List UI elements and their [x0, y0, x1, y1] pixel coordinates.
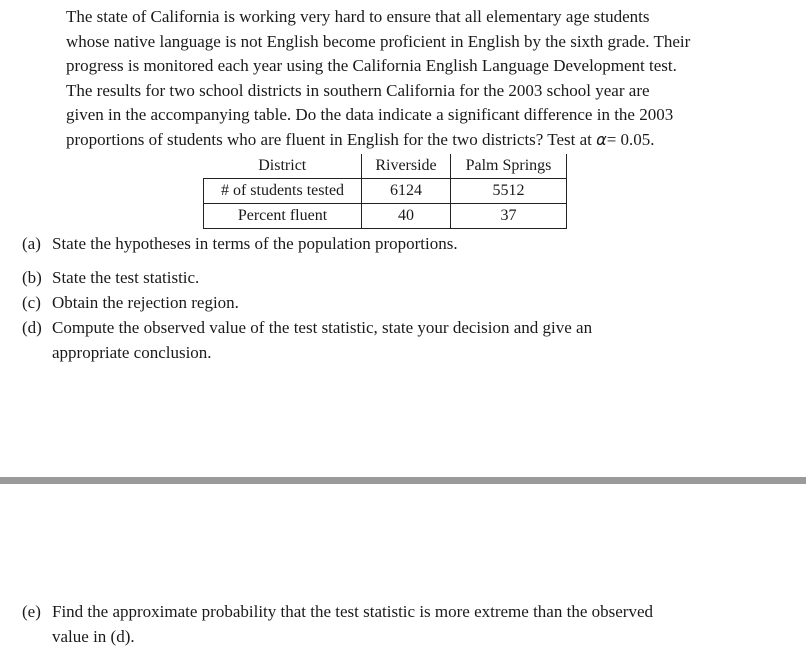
question-c [22, 290, 239, 315]
table-cell: 37 [451, 204, 567, 229]
table-header-cell: District [204, 154, 362, 179]
question-label: (c) [22, 293, 41, 312]
question-b [22, 265, 199, 290]
table-row [204, 204, 567, 229]
question-label: (d) [22, 318, 42, 337]
question-label: (e) [22, 602, 41, 621]
problem-line: The state of California is working very hard to ensure that all elementary age students [66, 7, 650, 26]
section-divider [0, 477, 806, 484]
question-e [22, 599, 653, 649]
question-label: (a) [22, 234, 41, 253]
alpha-value: = 0.05. [606, 129, 655, 149]
question-text: Obtain the rejection region. [52, 293, 239, 312]
question-text-continued: appropriate conclusion. [52, 343, 212, 362]
question-text: State the test statistic. [52, 268, 200, 287]
question-text-continued: value in (d). [52, 627, 135, 646]
table-cell: # of students tested [204, 179, 362, 204]
question-a [22, 231, 458, 256]
problem-line: given in the accompanying table. Do the data indicate a significant difference in the 2003 [66, 105, 674, 124]
table-header-cell: Palm Springs [451, 154, 567, 179]
question-label: (b) [22, 268, 42, 287]
problem-line: whose native language is not English become proficient in English by the sixth grade. Their [66, 31, 691, 51]
question-text: State the hypotheses in terms of the population proportions. [52, 234, 458, 253]
table-cell: Percent fluent [204, 204, 362, 229]
problem-line-prefix: proportions of students who are fluent in English for the two districts? Test at [66, 129, 597, 149]
table-cell: 40 [362, 204, 451, 229]
question-d [22, 315, 592, 365]
data-table [203, 154, 567, 229]
table-header-cell: Riverside [362, 154, 451, 179]
problem-line-significance [66, 128, 766, 153]
question-text: Compute the observed value of the test statistic, state your decision and give an [52, 318, 593, 337]
table-row [204, 179, 567, 204]
table-header-row [204, 154, 567, 179]
alpha-symbol: α [596, 129, 607, 149]
problem-line: progress is monitored each year using the California English Language Development test. [66, 56, 677, 75]
table-cell: 6124 [362, 179, 451, 204]
table-cell: 5512 [451, 179, 567, 204]
problem-statement [66, 5, 766, 152]
question-text: Find the approximate probability that the test statistic is more extreme than the observed [52, 602, 653, 621]
problem-line: The results for two school districts in southern California for the 2003 school year are [66, 80, 650, 100]
